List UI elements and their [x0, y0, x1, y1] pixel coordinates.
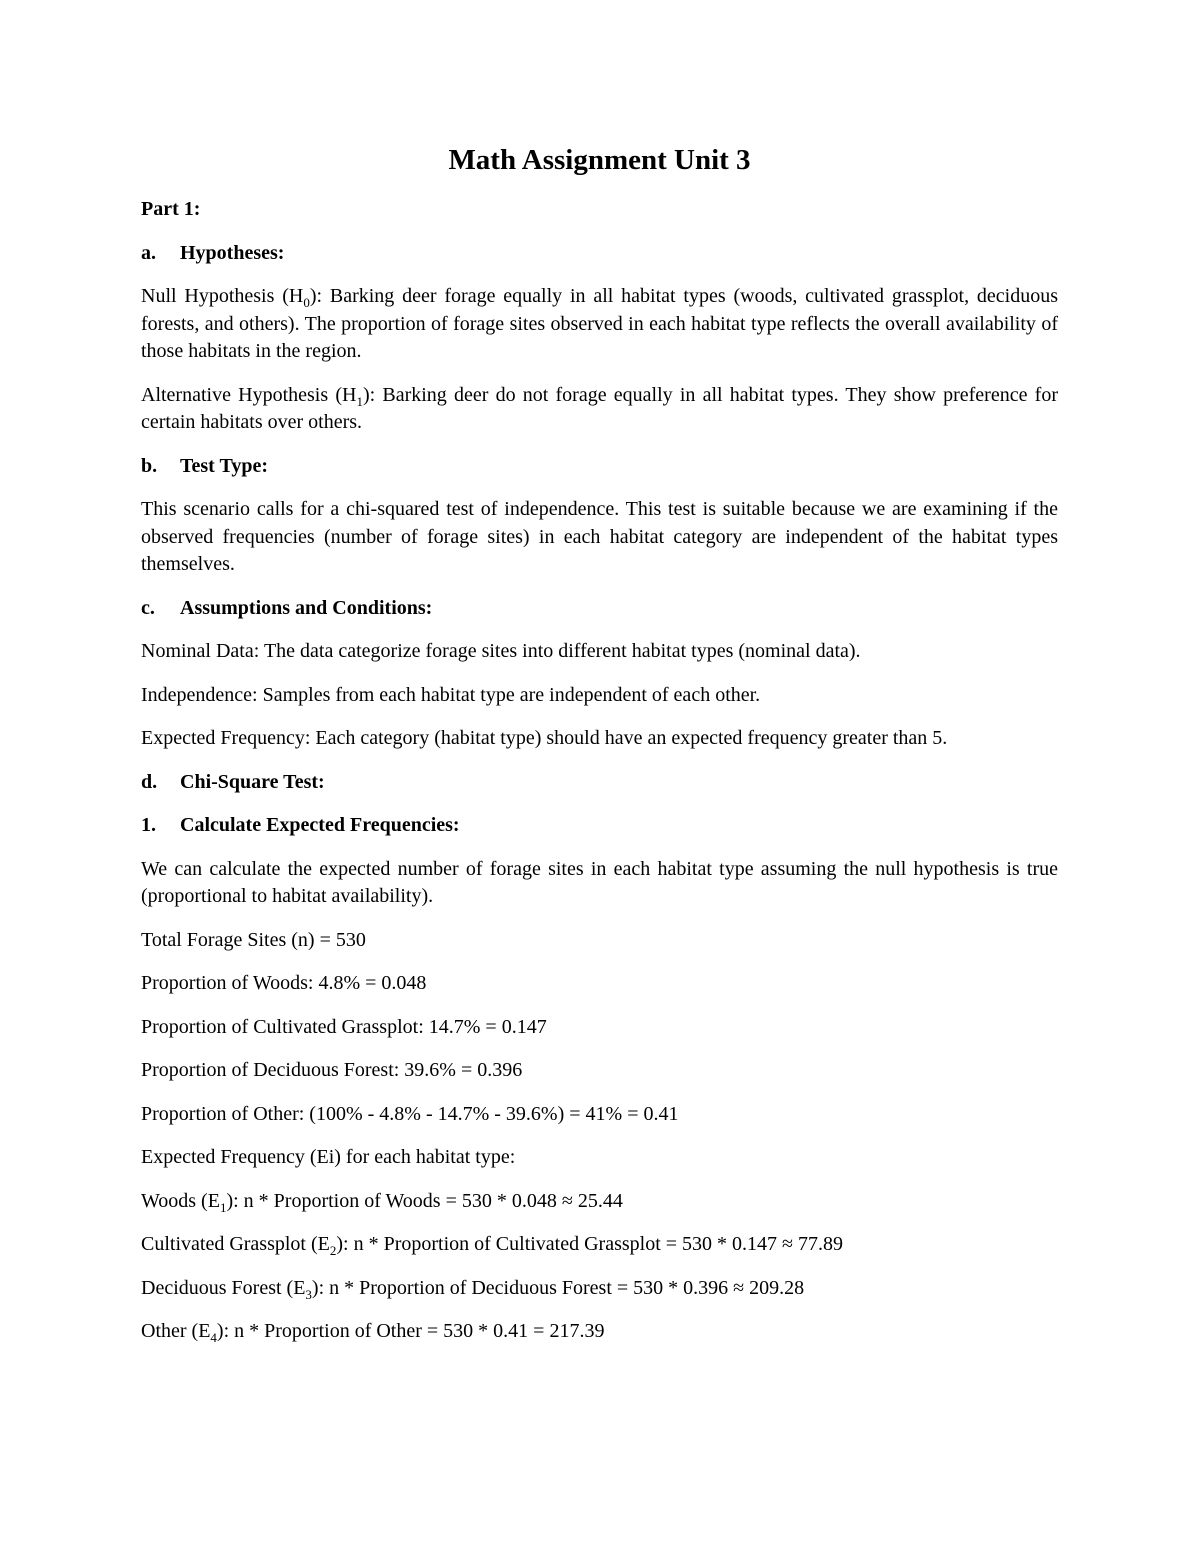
independence-paragraph: Independence: Samples from each habitat type are independent of each other. — [141, 683, 761, 706]
step-1-marker: 1. — [141, 814, 156, 836]
expected-cultivated-subscript: 2 — [329, 1243, 337, 1258]
section-d-marker: d. — [141, 770, 158, 793]
alternative-hypothesis-lead: Alternative Hypothesis (H — [141, 383, 357, 406]
expected-other-text: ): n * Proportion of Other = 530 * 0.41 = 217.39 — [216, 1320, 605, 1342]
page-title: Math Assignment Unit 3 — [448, 144, 751, 176]
section-d-title: Chi-Square Test: — [180, 770, 325, 793]
expected-woods — [141, 1188, 1058, 1216]
section-b-heading — [141, 453, 1058, 481]
expected-cultivated-text: ): n * Proportion of Cultivated Grassplot = 530 * 0.147 ≈ 77.89 — [336, 1233, 844, 1255]
expected-other — [141, 1318, 1058, 1346]
section-a-title: Hypotheses: — [180, 241, 285, 264]
step-1-title: Calculate Expected Frequencies: — [180, 814, 460, 836]
expected-woods-lead: Woods (E — [141, 1189, 220, 1212]
null-hypothesis-subscript: 0 — [303, 295, 310, 310]
section-c-marker: c. — [141, 596, 155, 619]
expected-intro-paragraph: We can calculate the expected number of forage sites in each habitat type assuming the null hypothesis is true (proportional to habitat availability). — [141, 857, 1058, 907]
section-c-heading — [141, 595, 1058, 623]
alternative-hypothesis-subscript: 1 — [356, 393, 363, 409]
proportion-cultivated-grassplot: Proportion of Cultivated Grassplot: 14.7% = 0.147 — [141, 1015, 547, 1038]
expected-other-lead: Other (E — [141, 1320, 211, 1342]
null-hypothesis-lead: Null Hypothesis (H — [141, 285, 304, 307]
section-b-title: Test Type: — [180, 454, 268, 477]
expected-frequency-paragraph: Expected Frequency: Each category (habitat type) should have an expected frequency greater than 5. — [141, 727, 948, 749]
total-forage-sites: Total Forage Sites (n) = 530 — [141, 928, 366, 951]
section-a-marker: a. — [141, 241, 156, 264]
expected-deciduous-text: ): n * Proportion of Deciduous Forest = 530 * 0.396 ≈ 209.28 — [311, 1276, 805, 1299]
proportion-other: Proportion of Other: (100% - 4.8% - 14.7% - 39.6%) = 41% = 0.41 — [141, 1102, 679, 1125]
expected-frequency-intro: Expected Frequency (Ei) for each habitat type: — [141, 1146, 516, 1168]
null-hypothesis-text: ): Barking deer forage equally in all habitat types (woods, cultivated grassplot, deciduous forests, and others). The proportion of forage sites observed in each habitat type reflects the overall availability of those habitats in the region. — [141, 285, 1059, 362]
proportion-woods: Proportion of Woods: 4.8% = 0.048 — [141, 972, 427, 994]
expected-woods-subscript: 1 — [219, 1199, 227, 1215]
document-body — [141, 142, 1058, 1362]
section-a-heading — [141, 240, 1058, 268]
expected-cultivated-grassplot — [141, 1231, 1058, 1259]
expected-cultivated-lead: Cultivated Grassplot (E — [141, 1233, 330, 1255]
section-c-title: Assumptions and Conditions: — [180, 596, 433, 619]
expected-deciduous-subscript: 3 — [305, 1286, 312, 1302]
expected-deciduous-lead: Deciduous Forest (E — [141, 1276, 306, 1299]
expected-deciduous-forest — [141, 1275, 1058, 1303]
null-hypothesis-paragraph — [141, 283, 1058, 366]
expected-other-subscript: 4 — [210, 1330, 217, 1345]
test-type-paragraph: This scenario calls for a chi-squared test of independence. This test is suitable because we are examining if the observed frequencies (number of forage sites) in each habitat category are independent of the habitat types themselves. — [141, 498, 1058, 575]
section-b-marker: b. — [141, 454, 158, 477]
part-heading: Part 1: — [141, 198, 201, 220]
proportion-deciduous-forest: Proportion of Deciduous Forest: 39.6% = 0.396 — [141, 1059, 523, 1081]
step-1-heading — [141, 812, 1058, 840]
alternative-hypothesis-paragraph — [141, 382, 1058, 437]
alternative-hypothesis-text: ): Barking deer do not forage equally in all habitat types. They show preference for certain habitats over others. — [141, 383, 1058, 433]
nominal-data-paragraph: Nominal Data: The data categorize forage sites into different habitat types (nominal data). — [141, 640, 861, 662]
section-d-heading — [141, 769, 1058, 797]
expected-woods-text: ): n * Proportion of Woods = 530 * 0.048 ≈ 25.44 — [226, 1189, 623, 1212]
